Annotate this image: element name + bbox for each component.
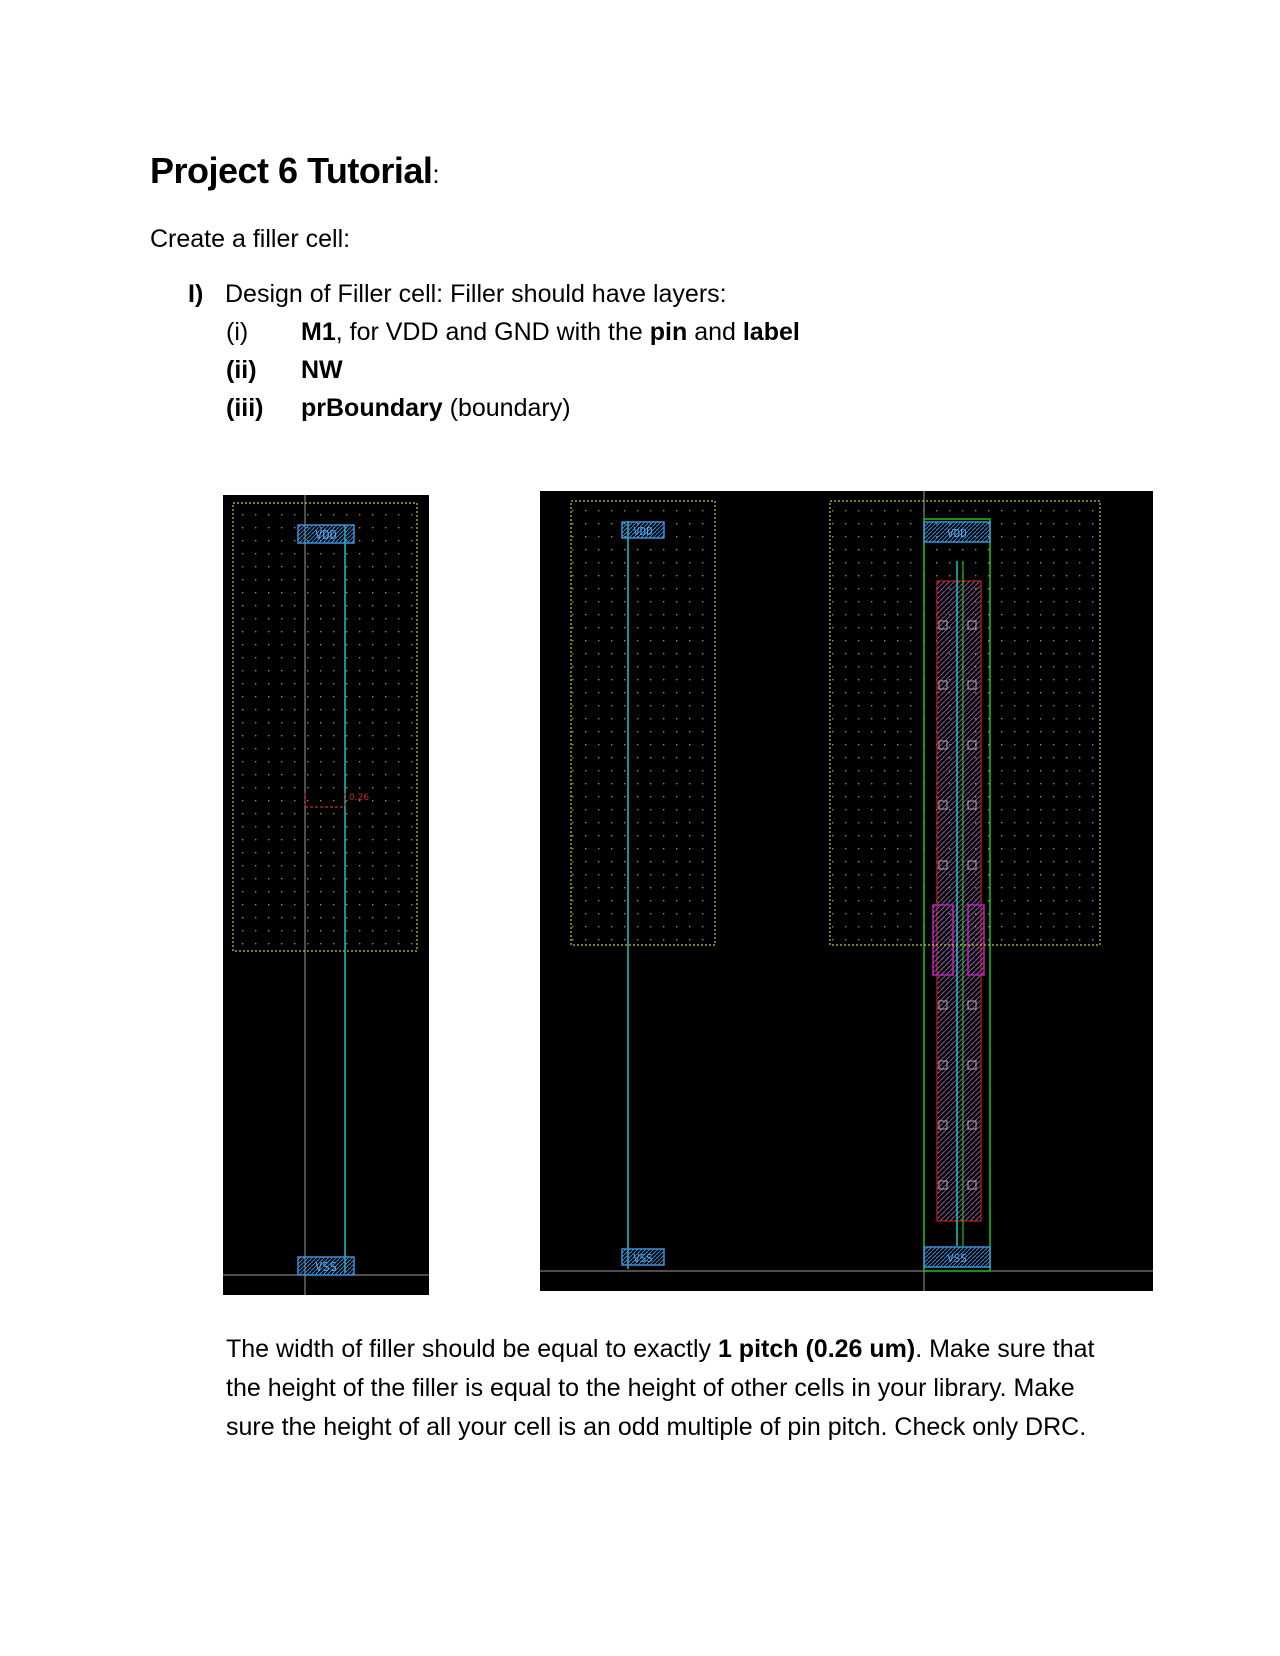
item-bold: NW [301,356,343,384]
layer-item-prboundary [226,394,571,423]
cell-input-pin [933,905,953,975]
item-text-2: and [687,318,743,346]
item-text: (boundary) [442,394,571,422]
filler-vss-label: VSS [633,1252,653,1265]
layer-item-nw [226,356,343,385]
ruler-label: 0.26 [349,793,370,803]
page-title [150,150,439,192]
comparison-layout-screenshot [540,491,1153,1291]
filler-layout-screenshot [223,495,429,1295]
vdd-pin-label: VDD [315,528,337,542]
cell-diffusion [937,581,981,1221]
item-bold-pin: pin [649,318,688,346]
comparison-layout-canvas [540,491,1153,1291]
para-text-2: . Make sure that the height of the filler is equal to the height of other cells in your library. Make sure the height of all your cell is an odd multiple of pin pitch. Check only DRC. [226,1335,1095,1441]
section-heading-text: Design of Filler cell: Filler should have layers: [225,280,727,308]
section-heading [188,280,727,309]
para-bold: 1 pitch (0.26 um) [717,1335,916,1363]
item-bold: prBoundary [301,394,443,422]
filler-layout-canvas [223,495,429,1295]
item-bold-label: label [742,318,800,346]
cell-vdd-label: VDD [947,527,967,540]
item-number: (ii) [226,356,257,384]
title-text: Project 6 Tutorial [150,150,433,191]
layer-item-m1 [226,318,800,347]
cell-vss-label: VSS [947,1252,967,1265]
filler-vdd-label: VDD [633,525,653,538]
item-bold: M1 [301,318,336,346]
section-number: I) [188,280,204,308]
vss-pin-label: VSS [315,1260,337,1274]
nwell-region [233,503,417,951]
item-number: (i) [226,318,249,346]
title-colon: : [432,159,440,189]
item-text: , for VDD and GND with the [335,318,650,346]
cell-output-pin [968,905,984,975]
para-text-1: The width of filler should be equal to exactly [226,1335,718,1363]
filler-nwell-region [571,501,715,945]
intro-text: Create a filler cell: [150,225,351,253]
item-number: (iii) [226,394,264,422]
instruction-paragraph [226,1330,1126,1447]
